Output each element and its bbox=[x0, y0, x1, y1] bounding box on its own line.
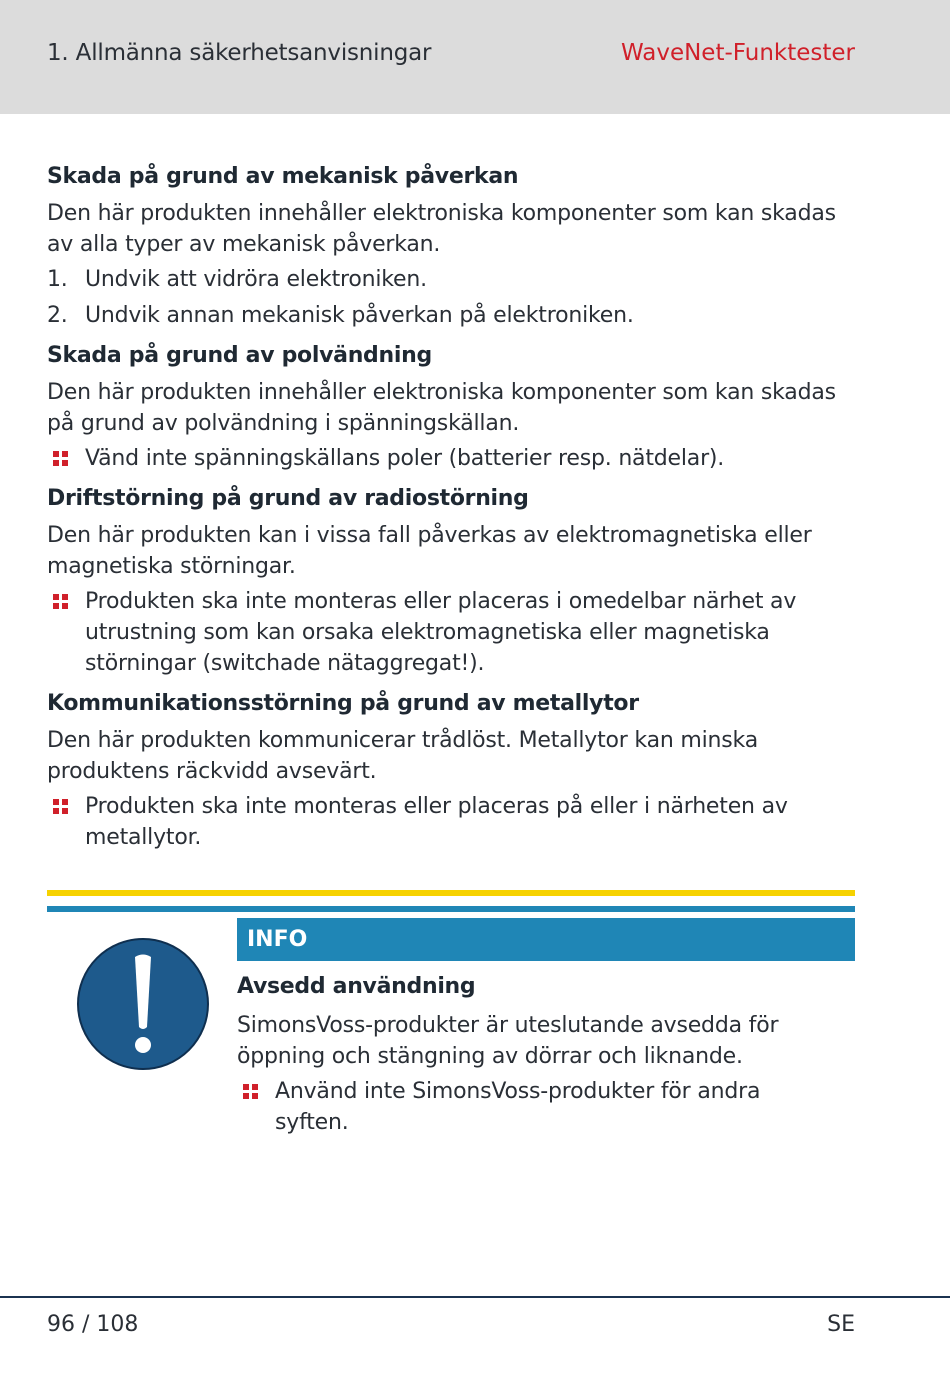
list-item-text: Produkten ska inte monteras eller placeras i omedelbar närhet av utrustning som kan orsaka elektromagnetiska eller magnetiska störningar (switchade nätaggregat!). bbox=[85, 589, 797, 676]
list-item-text: Produkten ska inte monteras eller placeras på eller i närheten av metallytor. bbox=[85, 794, 788, 850]
info-box bbox=[47, 890, 855, 1150]
list-item-text: Undvik annan mekanisk påverkan på elektroniken. bbox=[85, 303, 634, 328]
section-heading: Kommunikationsstörning på grund av metallytor bbox=[47, 691, 639, 716]
section-heading: Skada på grund av mekanisk påverkan bbox=[47, 164, 519, 189]
list-number: 2. bbox=[47, 303, 68, 328]
bullet-squares-icon bbox=[53, 799, 68, 814]
list-item-text: Använd inte SimonsVoss-produkter för andra syften. bbox=[275, 1079, 761, 1135]
list-item-text: Vänd inte spänningskällans poler (batterier resp. nätdelar). bbox=[85, 446, 725, 471]
page-number: 96 / 108 bbox=[47, 1312, 139, 1337]
section-polarity bbox=[47, 339, 855, 474]
footer-divider bbox=[0, 1296, 950, 1298]
section-heading: Driftstörning på grund av radiostörning bbox=[47, 486, 529, 511]
info-heading: Avsedd användning bbox=[237, 974, 476, 999]
exclamation-circle-icon bbox=[76, 937, 210, 1071]
numbered-list bbox=[47, 264, 855, 331]
divider-blue bbox=[47, 906, 855, 912]
section-mechanical bbox=[47, 160, 855, 331]
bullet-list bbox=[47, 791, 855, 853]
list-item bbox=[237, 1076, 837, 1138]
bullet-squares-icon bbox=[243, 1084, 258, 1099]
list-number: 1. bbox=[47, 267, 68, 292]
section-metal bbox=[47, 687, 855, 853]
list-item bbox=[47, 586, 855, 679]
info-body bbox=[237, 970, 837, 1143]
list-item bbox=[47, 264, 855, 295]
info-text: SimonsVoss-produkter är uteslutande avsedda för öppning och stängning av dörrar och liknande. bbox=[237, 1013, 779, 1069]
section-heading: Skada på grund av polvändning bbox=[47, 343, 432, 368]
section-text: Den här produkten innehåller elektroniska komponenter som kan skadas på grund av polvändning i spänningskällan. bbox=[47, 380, 836, 436]
language-code: SE bbox=[827, 1312, 855, 1337]
chapter-title: 1. Allmänna säkerhetsanvisningar bbox=[47, 40, 432, 66]
product-name: WaveNet-Funktester bbox=[620, 40, 855, 66]
bullet-squares-icon bbox=[53, 594, 68, 609]
bullet-squares-icon bbox=[53, 451, 68, 466]
divider-yellow bbox=[47, 890, 855, 896]
list-item bbox=[47, 300, 855, 331]
bullet-list bbox=[47, 586, 855, 679]
bullet-list bbox=[47, 443, 855, 474]
section-text: Den här produkten kan i vissa fall påverkas av elektromagnetiska eller magnetiska störningar. bbox=[47, 523, 812, 579]
main-content bbox=[47, 160, 855, 861]
info-label: INFO bbox=[237, 918, 855, 961]
list-item bbox=[47, 791, 855, 853]
bullet-list bbox=[237, 1076, 837, 1138]
section-text: Den här produkten innehåller elektroniska komponenter som kan skadas av alla typer av mekanisk påverkan. bbox=[47, 201, 836, 257]
section-text: Den här produkten kommunicerar trådlöst. Metallytor kan minska produktens räckvidd avsevärt. bbox=[47, 728, 758, 784]
section-radio bbox=[47, 482, 855, 679]
list-item bbox=[47, 443, 855, 474]
page-header bbox=[0, 0, 950, 114]
list-item-text: Undvik att vidröra elektroniken. bbox=[85, 267, 427, 292]
